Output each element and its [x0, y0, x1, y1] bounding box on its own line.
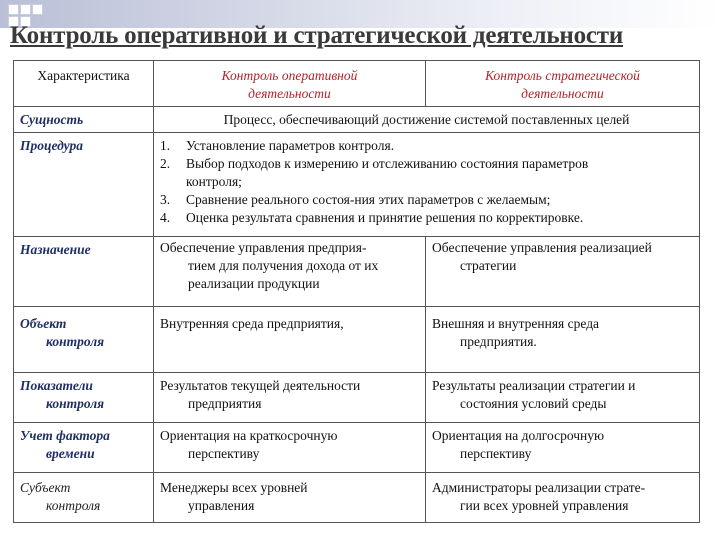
header-operational: Контроль оперативной деятельности [154, 61, 426, 107]
object-strategic: Внешняя и внутренняя среда предприятия. [426, 307, 700, 373]
table-row-purpose [14, 237, 700, 307]
essence-text: Процесс, обеспечивающий достижение системой поставленных целей [154, 107, 700, 133]
control-table [13, 60, 700, 523]
time-operational: Ориентация на краткосрочную перспективу [154, 423, 426, 473]
row-label-procedure: Процедура [14, 133, 154, 237]
purpose-strategic: Обеспечение управления реализацией стратегии [426, 237, 700, 307]
object-operational: Внутренняя среда предприятия, [154, 307, 426, 373]
table-row-essence [14, 107, 700, 133]
table-row-subject [14, 473, 700, 523]
row-label-subject: Субъект контроля [14, 473, 154, 523]
list-item: 1. Установление параметров контроля. [160, 138, 395, 153]
subject-operational: Менеджеры всех уровней управления [154, 473, 426, 523]
row-label-time: Учет фактора времени [14, 423, 154, 473]
subject-strategic: Администраторы реализации страте- гии всех уровней управления [426, 473, 700, 523]
list-item: 3. Сравнение реального состоя-ния этих параметров с желаемым; [160, 192, 551, 207]
header-strategic: Контроль стратегической деятельности [426, 61, 700, 107]
table-row-time [14, 423, 700, 473]
indicators-operational: Результатов текущей деятельности предприятия [154, 373, 426, 423]
row-label-indicators: Показатели контроля [14, 373, 154, 423]
table-row-indicators [14, 373, 700, 423]
purpose-operational: Обеспечение управления предприя- тием для получения дохода от их реализации продукции [154, 237, 426, 307]
header-characteristic: Характеристика [14, 61, 154, 107]
list-item: 4. Оценка результата сравнения и принятие решения по корректировке. [160, 210, 584, 225]
page-title: Контроль оперативной и стратегической деятельности [10, 22, 624, 49]
indicators-strategic: Результаты реализации стратегии и состояния условий среды [426, 373, 700, 423]
row-label-purpose: Назначение [14, 237, 154, 307]
table-header-row [14, 61, 700, 107]
procedure-list [154, 133, 700, 237]
table-row-procedure [14, 133, 700, 237]
list-item: 2. Выбор подходов к измерению и отслеживанию состояния параметров контроля; [160, 156, 589, 189]
row-label-object: Объект контроля [14, 307, 154, 373]
table-row-object [14, 307, 700, 373]
row-label-essence: Сущность [14, 107, 154, 133]
time-strategic: Ориентация на долгосрочную перспективу [426, 423, 700, 473]
